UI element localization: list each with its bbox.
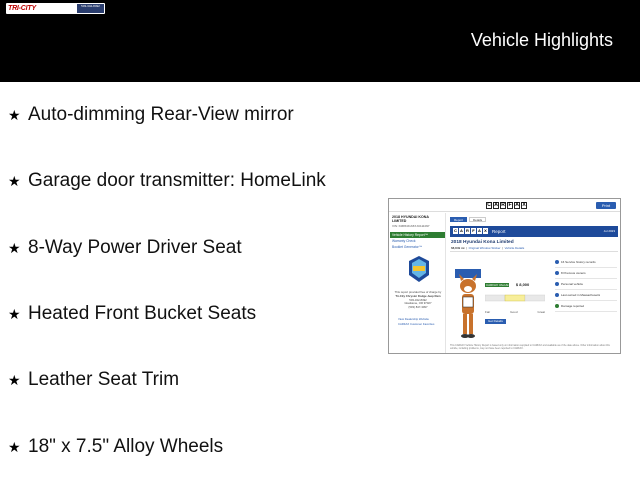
feature-text: 8-Way Power Driver Seat: [28, 237, 242, 258]
list-item-label: 16 Service history records: [561, 260, 596, 264]
list-item[interactable]: [555, 290, 617, 301]
dealer-logo-wordmark: [8, 4, 76, 13]
list-item-label: 8 Previous owners: [561, 271, 586, 275]
value-badge: CARFAX VALUE: [486, 283, 509, 287]
dealer-logo[interactable]: [6, 3, 105, 14]
value-range-labels: [485, 310, 545, 314]
location-icon: [555, 293, 559, 297]
dealer-info-line: Tri-City Chrysler Dodge Jeep Ram: [395, 293, 441, 298]
damage-icon: [555, 304, 559, 308]
wrench-icon: [555, 260, 559, 264]
page-title: Vehicle Highlights: [470, 30, 613, 50]
get-details-button[interactable]: Get Details: [485, 319, 506, 324]
feature-text: Leather Seat Trim: [28, 369, 180, 390]
dealer-info-line: 503-342-8492: [409, 297, 427, 302]
feature-item: [8, 432, 223, 462]
star-icon: ★: [8, 107, 21, 123]
range-label: Fair: [485, 310, 491, 314]
carfax-topbar: [389, 199, 620, 212]
carfax-report-thumbnail[interactable]: [388, 198, 621, 354]
star-icon: ★: [8, 240, 21, 256]
carfax-logo-letter: A: [460, 228, 463, 233]
star-icon: ★: [8, 372, 21, 388]
dealer-info-line: (503) 847-3097: [408, 305, 428, 310]
dealer-info-line: Gladstone, OR 97027: [404, 301, 432, 306]
window-sticker-link[interactable]: Original Window Sticker: [468, 246, 501, 250]
vehicle-title: 2018 HYUNDAI KONA LIMITED: [392, 215, 429, 223]
list-item[interactable]: [555, 301, 617, 312]
dealer-info: [393, 291, 443, 310]
dealer-logo-phone: 503-342-8492: [77, 4, 104, 13]
feature-text: Auto-dimming Rear-View mirror: [28, 104, 294, 125]
vehicle-model: 2018 Hyundai Kona Limited: [451, 240, 514, 245]
carfax-logo-letter: X: [484, 228, 487, 233]
report-header-bar: [450, 226, 618, 237]
report-label: Report: [492, 229, 506, 234]
vehicle-subinfo: 68,849 mi | Original Window Sticker | Vehicle Details: [451, 246, 525, 250]
sidebar-item-warranty[interactable]: Warranty Check: [392, 239, 416, 243]
feature-item: [8, 233, 242, 263]
carfax-logo-letter: X: [522, 202, 526, 208]
star-icon: ★: [8, 173, 21, 189]
header-banner: [0, 0, 640, 82]
carfax-logo-letter: R: [466, 228, 469, 233]
tab-details[interactable]: Details: [469, 217, 486, 222]
sidebar-item-booklet[interactable]: Booklet Generator™: [392, 245, 423, 249]
dealer-logo-text: TRI-CITY: [8, 5, 36, 12]
customer-favorites-link[interactable]: CARFAX Customer Favorites: [398, 322, 435, 326]
history-summary-list: [555, 257, 617, 312]
carfax-sidebar: [390, 213, 446, 353]
report-disclaimer: This CARFAX Vehicle History Report is based only on information supplied to CARFAX and available as of the date above. Other information about this vehicle, including problems, may not have been reported to CARFAX.: [450, 344, 610, 350]
tab-report[interactable]: Report: [450, 217, 467, 222]
owner-icon: [555, 271, 559, 275]
carfax-logo: [486, 202, 527, 209]
carfax-logo-letter: R: [501, 202, 505, 208]
carfox-mascot-icon: [455, 269, 481, 339]
vehicle-details-link[interactable]: Vehicle Details: [504, 246, 525, 250]
carfax-logo-letter: A: [478, 228, 481, 233]
sidebar-item-history-report[interactable]: Vehicle History Report™: [390, 232, 445, 238]
carfax-logo-letter: A: [515, 202, 519, 208]
carfax-badge-icon: [408, 255, 430, 283]
list-item-label: Damage reported: [561, 304, 585, 308]
list-item-label: Last owned in Massachusetts: [561, 293, 601, 297]
star-icon: ★: [8, 439, 21, 455]
carfax-value-panel: [485, 273, 547, 333]
carfax-logo-letter: C: [454, 228, 457, 233]
star-icon: ★: [8, 306, 21, 322]
list-item[interactable]: [555, 268, 617, 279]
feature-item: [8, 299, 256, 329]
feature-text: Garage door transmitter: HomeLink: [28, 170, 326, 191]
range-label: Good: [510, 310, 518, 314]
vehicle-vin: VIN: KM8K3CA5XJU111097: [392, 224, 430, 228]
feature-item: [8, 166, 326, 196]
carfax-logo-letter: C: [487, 202, 491, 208]
range-label: Great: [537, 310, 545, 314]
vehicle-mileage: 68,849 mi: [451, 246, 465, 250]
dealer-website-link[interactable]: View Dealership Website: [398, 317, 429, 321]
value-range-chart: [485, 293, 545, 305]
feature-item: [8, 365, 179, 395]
feature-text: 18" x 7.5" Alloy Wheels: [28, 436, 224, 457]
carfax-logo-letter: F: [508, 202, 512, 208]
carfax-tabs: [450, 217, 486, 222]
carfax-mini-logo: [453, 228, 488, 234]
carfax-logo-letter: A: [494, 202, 498, 208]
feature-item: [8, 100, 294, 130]
carfax-main: [447, 213, 620, 353]
list-item-label: Personal vehicle: [561, 282, 584, 286]
car-icon: [555, 282, 559, 286]
carfax-logo-letter: F: [472, 228, 475, 233]
divider: [450, 251, 618, 252]
list-item[interactable]: [555, 257, 617, 268]
list-item[interactable]: [555, 279, 617, 290]
print-button[interactable]: Print: [596, 202, 616, 209]
feature-text: Heated Front Bucket Seats: [28, 303, 257, 324]
report-date: Jul 2023: [603, 229, 615, 233]
value-amount: $ 8,000: [515, 282, 530, 287]
dealer-info-line: This report provided free of charge by: [394, 290, 442, 294]
